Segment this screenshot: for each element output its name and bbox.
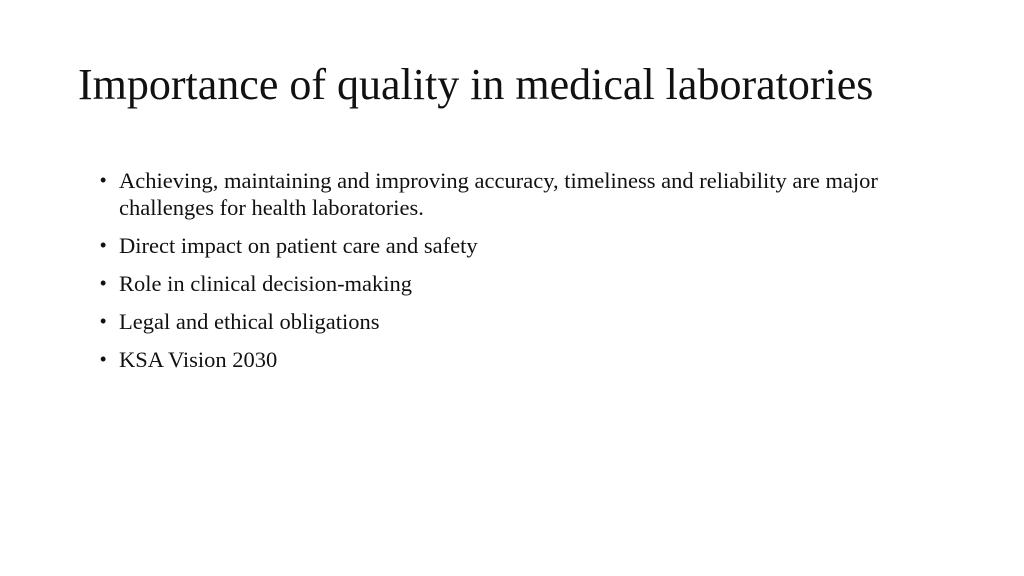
bullet-dot-icon: • (100, 170, 107, 190)
bullet-item (100, 308, 930, 335)
slide-title: Importance of quality in medical laboratories (78, 60, 874, 109)
bullet-dot-icon: • (100, 235, 107, 255)
bullet-item (100, 167, 930, 221)
bullet-item (100, 270, 930, 297)
bullet-text: KSA Vision 2030 (119, 347, 278, 372)
bullet-dot-icon: • (100, 273, 107, 293)
bullet-dot-icon: • (100, 349, 107, 369)
bullet-list (100, 167, 930, 384)
bullet-item (100, 232, 930, 259)
bullet-item (100, 346, 930, 373)
bullet-text: Legal and ethical obligations (119, 309, 380, 334)
bullet-text: Role in clinical decision-making (119, 271, 413, 296)
bullet-text: Direct impact on patient care and safety (119, 233, 478, 258)
bullet-dot-icon: • (100, 311, 107, 331)
bullet-text: Achieving, maintaining and improving accuracy, timeliness and reliability are major challenges for health laboratories. (119, 168, 878, 220)
